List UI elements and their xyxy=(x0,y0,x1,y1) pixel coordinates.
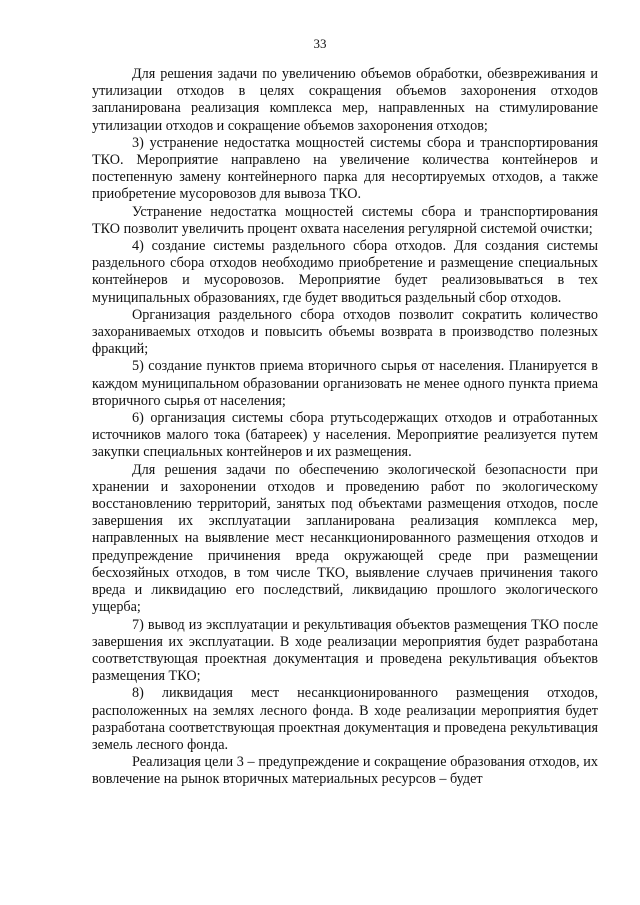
paragraph-collection-capacity: Устранение недостатка мощностей системы сбора и транспортирования ТКО позволит увеличить процент охвата населения регулярной системой очистки; xyxy=(92,203,598,237)
page-number: 33 xyxy=(313,36,327,51)
paragraph-item-5: 5) создание пунктов приема вторичного сырья от населения. Планируется в каждом муниципальном образовании организовать не менее одного пункта приема вторичного сырья от населения; xyxy=(92,358,598,409)
paragraph-goal-3: Реализация цели 3 – предупреждение и сокращение образования отходов, их вовлечение на рынок вторичных материальных ресурсов – будет xyxy=(92,754,598,788)
paragraph-ecological-safety: Для решения задачи по обеспечению экологической безопасности при хранении и захоронении отходов и проведению работ по экологическому восстановлению территорий, занятых под объектами размещения отходов, после завершения их эксплуатации запланирована реализация комплекса мер, направленных на выявление мест несанкционированного размещения отходов и предупреждение причинения вреда окружающей среде при размещении бесхозяйных отходов, в том числе ТКО, выявление случаев причинения такого вреда и ликвидацию его последствий, ликвидацию прошлого экологического ущерба; xyxy=(92,461,598,616)
paragraph-item-4: 4) создание системы раздельного сбора отходов. Для создания системы раздельного сбора отходов необходимо приобретение и размещение специальных контейнеров и мусоровозов. Мероприятие будет реализовываться в тех муниципальных образованиях, где будет вводиться раздельный сбор отходов. xyxy=(92,238,598,306)
paragraph-item-3: 3) устранение недостатка мощностей системы сбора и транспортирования ТКО. Мероприятие направлено на увеличение количества контейнеров и постепенную замену контейнерного парка для несортируемых отходов, а также приобретение мусоровозов для вывоза ТКО. xyxy=(92,134,598,203)
paragraph-item-6: 6) организация системы сбора ртутьсодержащих отходов и отработанных источников малого тока (батареек) у населения. Мероприятие реализуется путем закупки специальных контейнеров и их размещения. xyxy=(92,410,598,461)
paragraph-item-8: 8) ликвидация мест несанкционированного размещения отходов, расположенных на землях лесного фонда. В ходе реализации мероприятия будет разработана соответствующая проектная документация и проведена рекультивация земель лесного фонда. xyxy=(92,685,598,753)
paragraph-separate-collection: Организация раздельного сбора отходов позволит сократить количество захораниваемых отходов и повысить объемы возврата в производство полезных фракций; xyxy=(92,306,598,358)
paragraph-item-7: 7) вывод из эксплуатации и рекультивация объектов размещения ТКО после завершения их эксплуатации. В ходе реализации мероприятия будет разработана соответствующая проектная документация и проведена рекультивация объектов размещения ТКО; xyxy=(92,616,598,685)
document-body xyxy=(92,66,598,789)
paragraph-intro-utilization: Для решения задачи по увеличению объемов обработки, обезвреживания и утилизации отходов в целях сокращения объемов захоронения отходов запланирована реализация комплекса мер, направленных на стимулирование утилизации отходов и сокращение объемов захоронения отходов; xyxy=(92,66,598,134)
